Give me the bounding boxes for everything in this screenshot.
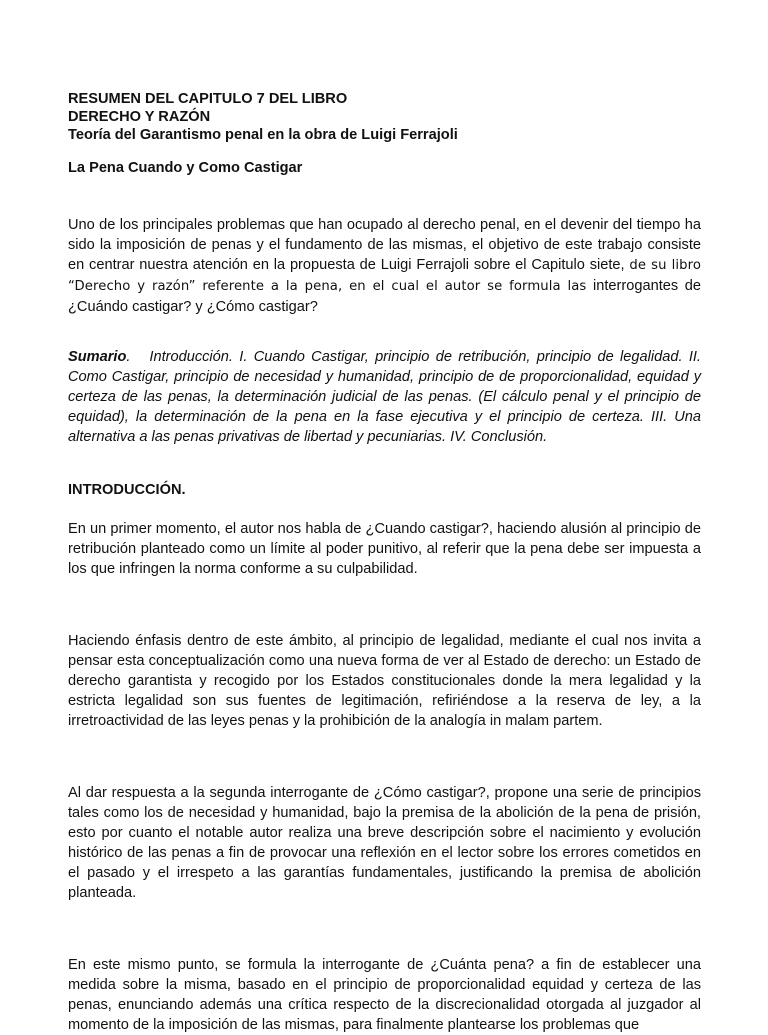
intro-paragraph [68, 215, 701, 317]
header-line-2: DERECHO Y RAZÓN [68, 109, 211, 125]
document-subtitle: La Pena Cuando y Como Castigar [68, 160, 303, 176]
section-heading: INTRODUCCIÓN. [68, 482, 186, 498]
summary-label: Sumario [68, 349, 127, 365]
body-paragraph-1: En un primer momento, el autor nos habla de ¿Cuando castigar?, haciendo alusión al principio de retribución planteado como un límite al poder punitivo, al referir que la pena debe ser impuesta a los que infringen la norma conforme a su culpabilidad. [68, 521, 701, 577]
intro-text-part-3: interrogantes de ¿Cuándo castigar? y ¿Cómo castigar? [68, 278, 701, 315]
summary-paragraph: Sumario. Introducción. I. Cuando Castigar, principio de retribución, principio de legalidad. II. Como Castigar, principio de necesidad y humanidad, principio de de proporcionalidad, equidad y certeza de las penas, la determinación judicial de las penas. (El cálculo penal y el principio de equidad), la determinación de la pena en la fase ejecutiva y el principio de certeza. III. Una alternativa a las penas privativas de libertad y pecuniarias. IV. Conclusión. [68, 349, 701, 445]
body-paragraph-2: Haciendo énfasis dentro de este ámbito, al principio de legalidad, mediante el cual nos invita a pensar esta conceptualización como una nueva forma de ver al Estado de derecho: un Estado de derecho garantista y recogido por los Estados constitucionales donde la mera legalidad y la estricta legalidad son sus fuentes de legitimación, refiriéndose a la reserva de ley, a la irretroactividad de las leyes penas y la prohibición de la analogía in malam partem. [68, 633, 701, 729]
header-line-3: Teoría del Garantismo penal en la obra de Luigi Ferrajoli [68, 127, 458, 143]
intro-text-part-2: de su libro “Derecho y razón” referente a la pena, en el cual el autor se formula las [68, 258, 701, 294]
body-paragraph-4: En este mismo punto, se formula la interrogante de ¿Cuánta pena? a fin de establecer una medida sobre la misma, basado en el principio de proporcionalidad equidad y certeza de las penas, enunciando además una crítica respecto de la discrecionalidad otorgada al juzgador al momento de la imposición de las mismas, para finalmente plantearse los problemas que [68, 957, 701, 1033]
intro-text-part-1: Uno de los principales problemas que han ocupado al derecho penal, en el devenir del tiempo ha sido la imposición de penas y el fundamento de las mismas, el objetivo de este trabajo consiste en centrar nuestra atención en la propuesta de Luigi Ferrajoli sobre el Capitulo siete, [68, 217, 701, 273]
document-header [68, 89, 701, 145]
header-line-1: RESUMEN DEL CAPITULO 7 DEL LIBRO [68, 91, 348, 107]
body-paragraph-3: Al dar respuesta a la segunda interrogante de ¿Cómo castigar?, propone una serie de principios tales como los de necesidad y humanidad, bajo la premisa de la abolición de la pena de prisión, esto por cuanto el notable autor realiza una breve descripción sobre el nacimiento y evolución histórico de las penas a fin de provocar una reflexión en el lector sobre los errores cometidos en el pasado y el irrespeto a las garantías fundamentales, justificando la premisa de abolición planteada. [68, 785, 701, 901]
summary-text: Introducción. I. Cuando Castigar, principio de retribución, principio de legalidad. II. Como Castigar, principio de necesidad y humanidad, principio de de proporcionalidad, equidad y certeza de las penas, la determinación judicial de las penas. (El cálculo penal y el principio de equidad), la determinación de la pena en la fase ejecutiva y el principio de certeza. III. Una alternativa a las penas privativas de libertad y pecuniarias. IV. Conclusión. [68, 349, 701, 445]
